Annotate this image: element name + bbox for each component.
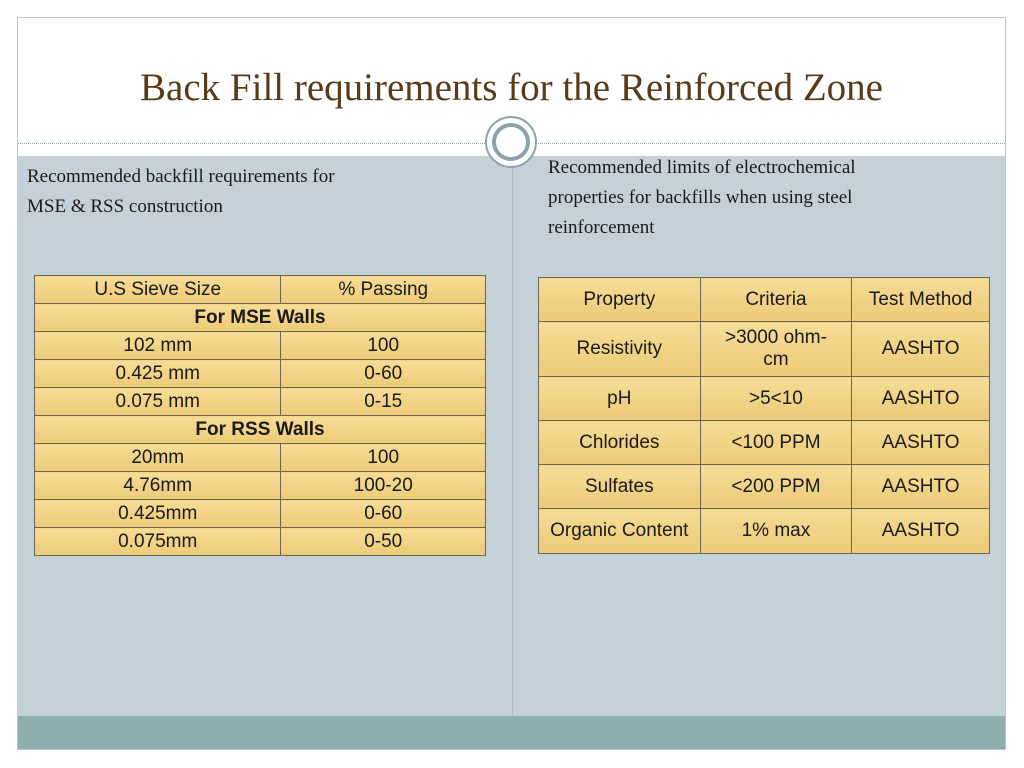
table-cell: 0.075 mm (35, 388, 281, 416)
table-row (539, 421, 990, 465)
table-cell: pH (539, 377, 701, 421)
header-cell: U.S Sieve Size (35, 276, 281, 304)
table-cell: AASHTO (852, 509, 990, 554)
table-cell: <200 PPM (700, 465, 852, 509)
table-cell: 100 (281, 332, 486, 360)
table-cell: AASHTO (852, 465, 990, 509)
table-cell: >3000 ohm-cm (700, 322, 852, 377)
table-row (35, 472, 486, 500)
section-row-mse (35, 304, 486, 332)
header-cell: Property (539, 278, 701, 322)
left-caption-line: Recommended backfill requirements for (27, 166, 335, 187)
table-cell: Chlorides (539, 421, 701, 465)
circle-ornament-inner (492, 123, 530, 161)
circle-ornament-icon (485, 116, 537, 168)
right-caption-line: properties for backfills when using steel (548, 187, 853, 208)
section-label: For MSE Walls (35, 304, 486, 332)
table-cell: 0-15 (281, 388, 486, 416)
table-row (35, 388, 486, 416)
column-divider (512, 156, 513, 716)
table-row (539, 377, 990, 421)
table-row (35, 332, 486, 360)
table-cell: 20mm (35, 444, 281, 472)
table-row (539, 465, 990, 509)
table-cell: 0.075mm (35, 528, 281, 556)
header-cell: % Passing (281, 276, 486, 304)
footer-band (18, 716, 1005, 749)
table-cell: 100 (281, 444, 486, 472)
table-cell: >5<10 (700, 377, 852, 421)
table-cell: 0.425 mm (35, 360, 281, 388)
right-caption (548, 153, 856, 243)
table-row (35, 360, 486, 388)
table-row (539, 509, 990, 554)
section-label: For RSS Walls (35, 416, 486, 444)
header-cell: Criteria (700, 278, 852, 322)
table-cell: 100-20 (281, 472, 486, 500)
table-row (35, 528, 486, 556)
left-caption (27, 162, 335, 222)
table-cell: AASHTO (852, 421, 990, 465)
table-cell: AASHTO (852, 377, 990, 421)
table-row (35, 444, 486, 472)
right-caption-line: Recommended limits of electrochemical (548, 157, 856, 178)
table-cell: 0-60 (281, 500, 486, 528)
table-cell: <100 PPM (700, 421, 852, 465)
table-header-row (539, 278, 990, 322)
table-cell: 0-60 (281, 360, 486, 388)
table-cell: Resistivity (539, 322, 701, 377)
table-cell: 1% max (700, 509, 852, 554)
table-cell: 4.76mm (35, 472, 281, 500)
sieve-table (34, 275, 486, 556)
table-cell: 0-50 (281, 528, 486, 556)
table-row (539, 322, 990, 377)
table-row (35, 500, 486, 528)
table-cell: 0.425mm (35, 500, 281, 528)
table-cell: AASHTO (852, 322, 990, 377)
section-row-rss (35, 416, 486, 444)
slide-title: Back Fill requirements for the Reinforced Zone (140, 66, 883, 109)
table-cell: Sulfates (539, 465, 701, 509)
header-cell: Test Method (852, 278, 990, 322)
left-caption-line: MSE & RSS construction (27, 196, 223, 217)
table-cell: 102 mm (35, 332, 281, 360)
table-cell: Organic Content (539, 509, 701, 554)
table-header-row (35, 276, 486, 304)
electrochemical-table (538, 277, 990, 554)
right-caption-line: reinforcement (548, 217, 655, 238)
